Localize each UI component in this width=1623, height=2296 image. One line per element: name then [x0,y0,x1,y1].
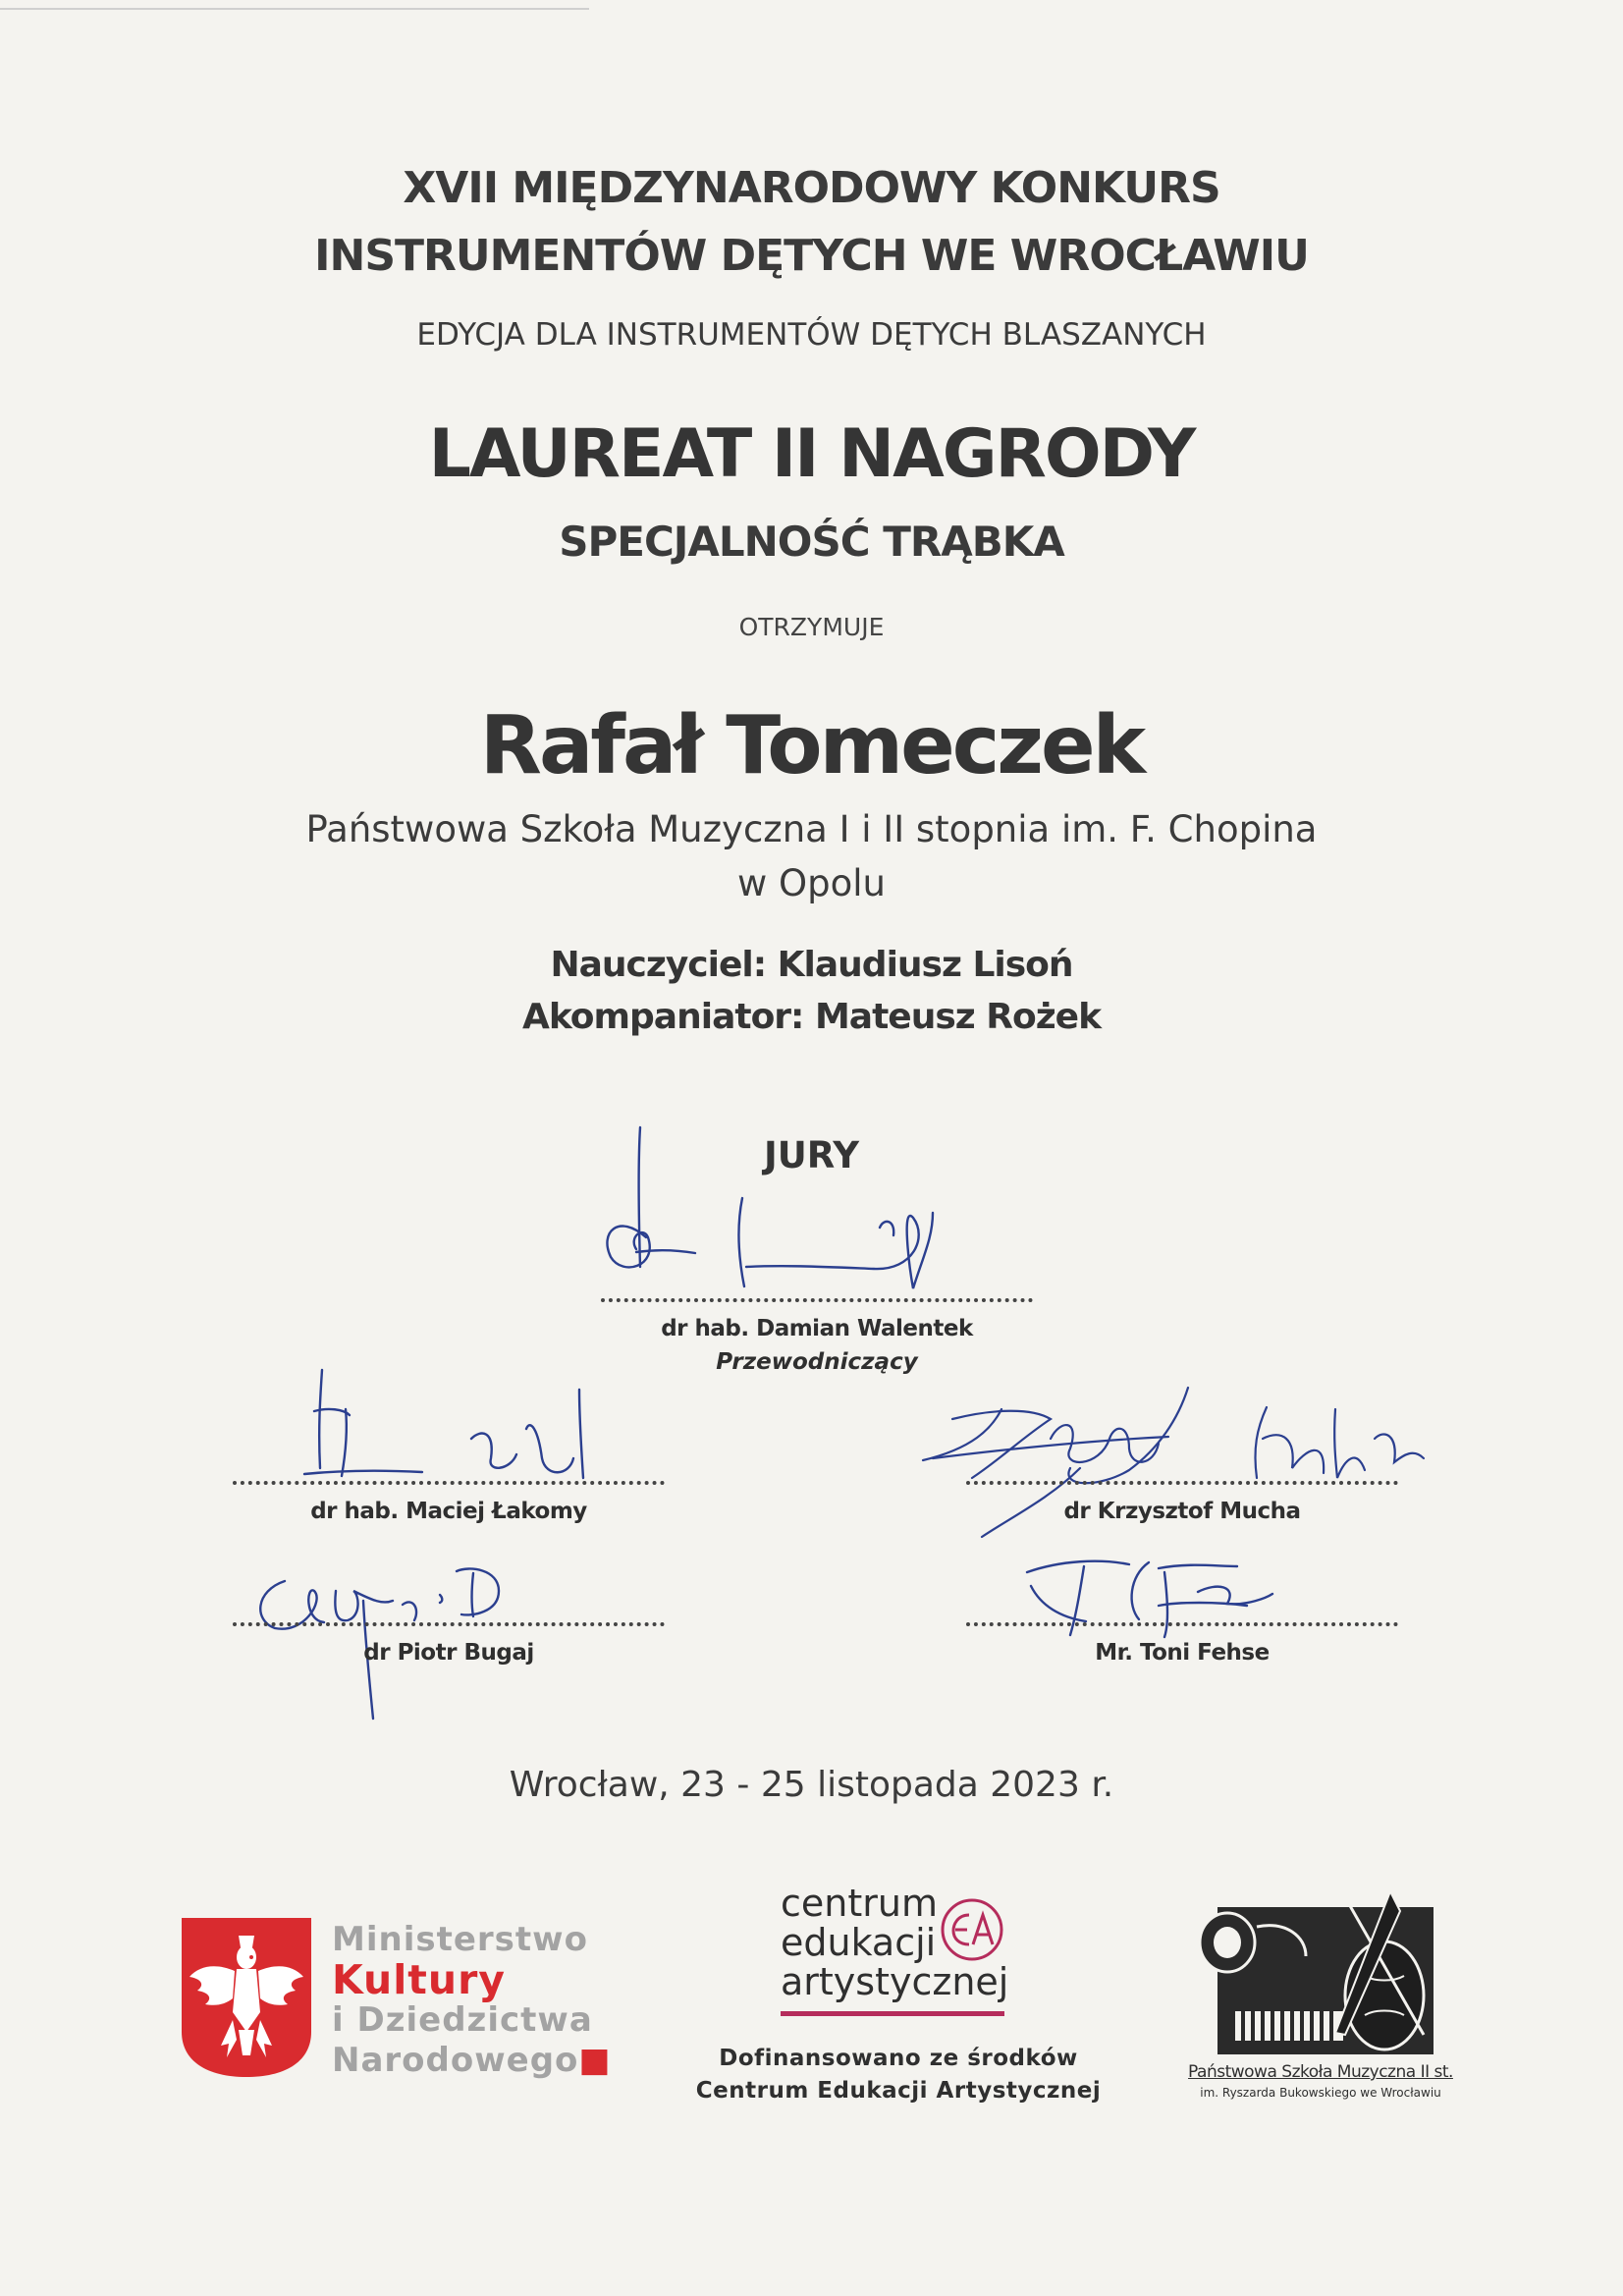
signature-line [601,1298,1033,1302]
jury-heading: JURY [763,1134,860,1176]
jury-chair [601,1298,1033,1375]
cea-line2: edukacji [781,1921,937,1964]
recipient-name: Rafał Tomeczek [479,699,1144,793]
jury-member-4 [966,1622,1398,1666]
music-school-name: Państwowa Szkoła Muzyczna II st. [1188,2062,1453,2082]
jury-chair-role: Przewodniczący [716,1349,918,1375]
cea-line1: centrum [781,1882,938,1925]
cea-line3: artystycznej [781,1960,1009,2003]
jury-chair-name: dr hab. Damian Walentek [661,1316,973,1341]
jury-member-3 [233,1622,665,1666]
cofinance-note [677,2043,1119,2107]
signature-line [966,1622,1398,1626]
cea-mark-icon [938,1895,1006,1964]
school-line1: Państwowa Szkoła Muzyczna I i II stopnia im. F. Chopina [305,808,1318,850]
ministry-line3: i Dziedzictwa [332,2000,593,2040]
instruments-logo [1198,1887,1443,2054]
cea-accent-bar [781,2011,1004,2016]
place-and-date: Wrocław, 23 - 25 listopada 2023 r. [509,1765,1114,1805]
accompanist-line: Akompaniator: Mateusz Rożek [521,997,1102,1037]
cofinance-line2: Centrum Edukacji Artystycznej [695,2078,1102,2104]
lakomy-signature [285,1360,609,1498]
signature-line [233,1481,665,1485]
award-specialty: SPECJALNOŚĆ TRĄBKA [559,518,1064,566]
jury-member-2 [966,1481,1398,1524]
competition-title-line2: INSTRUMENTÓW DĘTYCH WE WROCŁAWIU [314,231,1309,281]
jury-member-3-name: dr Piotr Bugaj [363,1640,534,1666]
ministry-line2: Kultury [332,1956,507,2003]
ministry-line4: Narodowego■ [332,2041,612,2080]
signature-line [233,1622,665,1626]
chair-signature [589,1120,1001,1316]
polish-eagle-emblem [178,1914,315,2081]
receives-label: OTRZYMUJE [738,613,885,641]
cofinance-line1: Dofinansowano ze środków [719,2046,1078,2071]
edition-subtitle: EDYCJA DLA INSTRUMENTÓW DĘTYCH BLASZANYCH [416,317,1207,353]
jury-member-2-name: dr Krzysztof Mucha [1063,1499,1301,1524]
jury-member-1-name: dr hab. Maciej Łakomy [310,1499,587,1524]
award-title: LAUREAT II NAGRODY [428,415,1195,493]
school-line2: w Opolu [737,862,886,904]
ministry-line1: Ministerstwo [332,1920,588,1959]
music-school-logo [1159,1887,1483,2100]
scan-edge-line [0,8,589,10]
music-school-subname: im. Ryszarda Bukowskiego we Wrocławiu [1200,2086,1441,2100]
ministry-logo-text [332,1920,612,2081]
jury-member-4-name: Mr. Toni Fehse [1095,1640,1270,1666]
teacher-line: Nauczyciel: Klaudiusz Lisoń [550,945,1073,985]
signature-line [966,1481,1398,1485]
jury-member-1 [233,1481,665,1524]
competition-title-line1: XVII MIĘDZYNARODOWY KONKURS [403,163,1220,213]
